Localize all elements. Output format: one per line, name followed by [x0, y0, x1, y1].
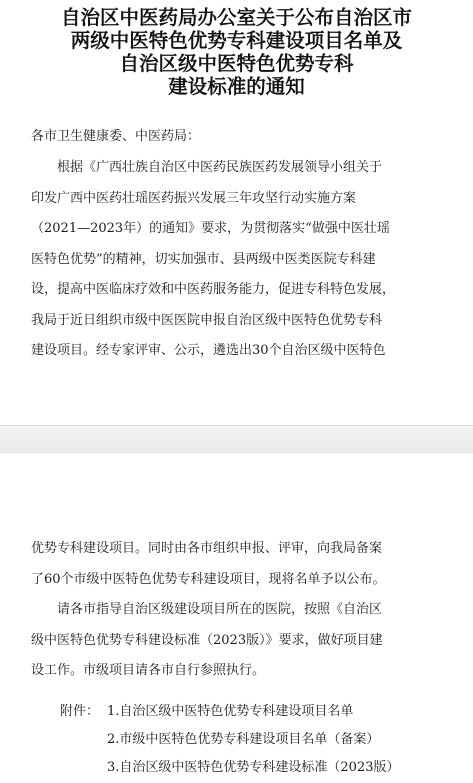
text-line: （2021—2023年）的通知》要求，为贯彻落实“做强中医壮瑶: [31, 221, 390, 236]
text-line: 建设项目。经专家评审、公示，遴选出30个自治区级中医特色: [31, 343, 386, 358]
attachment-item: 1.自治区级中医特色优势专科建设项目名单: [107, 704, 354, 719]
title-line: 两级中医特色优势专科建设项目名单及: [70, 29, 403, 52]
text-line: 印发广西中医药壮瑶医药振兴发展三年攻坚行动实施方案: [31, 190, 357, 206]
text-line: 设，提高中医临床疗效和中医药服务能力，促进专科特色发展，: [31, 282, 396, 297]
page-separator: [0, 425, 473, 453]
text-line: 级中医特色优势专科建设标准（2023版）》要求，做好项目建: [31, 632, 383, 648]
body-paragraph-2: [31, 534, 461, 687]
attachments-label: 附件：: [60, 704, 100, 719]
text-line: 医特色优势”的精神，切实加强市、县两级中医类医院专科建: [31, 251, 376, 267]
text-line: 根据《广西壮族自治区中医药民族医药发展领导小组关于: [31, 160, 383, 175]
title-line: 建设标准的通知: [168, 75, 305, 98]
title-line: 自治区级中医特色优势专科: [119, 52, 354, 75]
text-line: 请各市指导自治区级建设项目所在的医院，按照《自治区: [31, 602, 383, 617]
text-line: 我局于近日组织市级中医医院申报自治区级中医特色优势专科: [31, 312, 383, 328]
text-line: 了60个市级中医特色优势专科建设项目，现将名单予以公布。: [31, 571, 386, 587]
document-title: [0, 6, 473, 98]
body-paragraph-1: [31, 153, 461, 367]
title-line: 自治区中医药局办公室关于公布自治区市: [60, 6, 412, 29]
text-line: 优势专科建设项目。同时由各市组织申报、评审，向我局备案: [31, 541, 383, 556]
salutation: 各市卫生健康委、中医药局：: [31, 129, 201, 144]
text-line: 设工作。市级项目请各市自行参照执行。: [31, 663, 266, 678]
attachment-item: 2.市级中医特色优势专科建设项目名单（备案）: [107, 732, 380, 747]
attachment-item: 3.自治区级中医特色优势专科建设标准（2023版）: [107, 760, 400, 775]
